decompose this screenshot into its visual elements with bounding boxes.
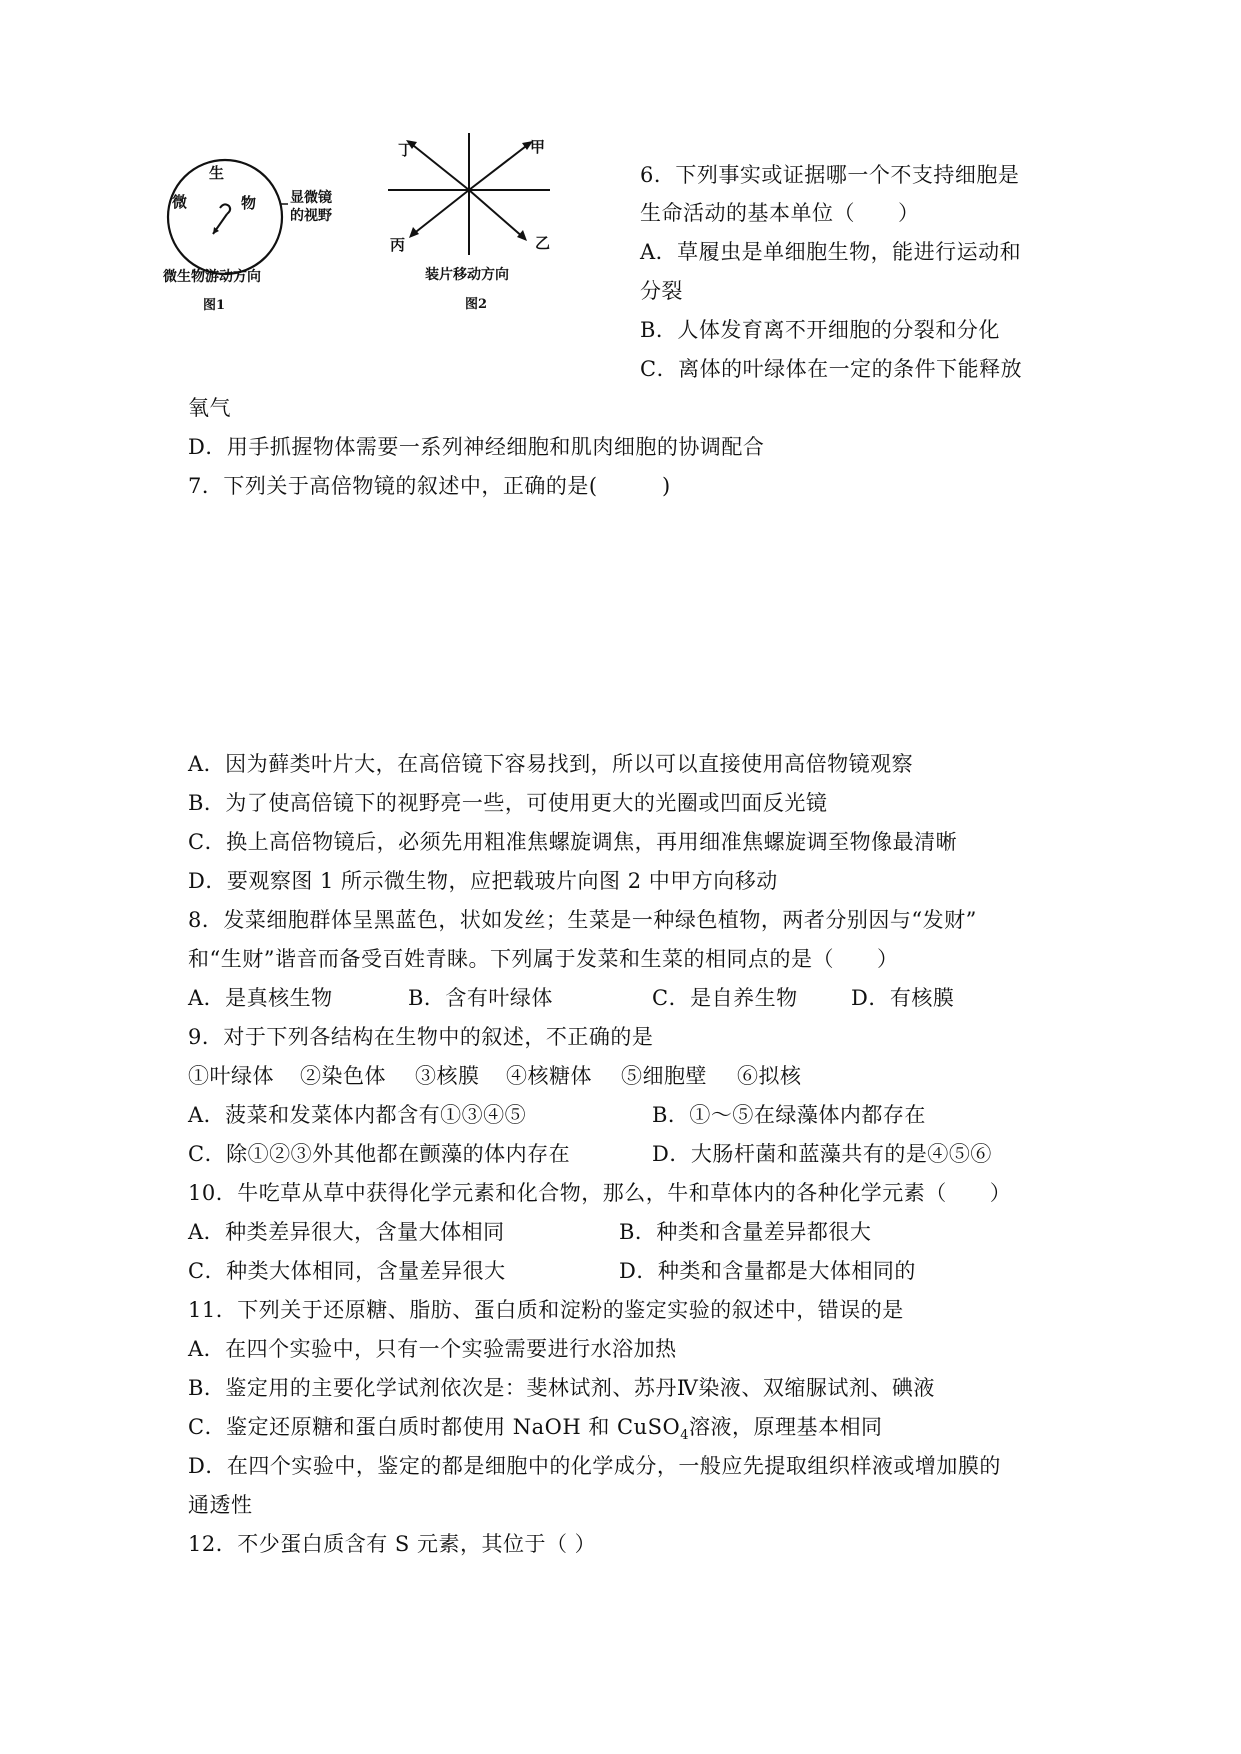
fig2-dir-ding: 丁 xyxy=(398,141,414,159)
fig1-char-wu: 物 xyxy=(241,194,257,212)
q7-option-b: B．为了使高倍镜下的视野亮一些，可使用更大的光圈或凹面反光镜 xyxy=(188,791,828,815)
q9-option-c: C．除①②③外其他都在颤藻的体内存在 xyxy=(188,1142,571,1166)
q7-option-a: A．因为藓类叶片大，在高倍镜下容易找到，所以可以直接使用高倍物镜观察 xyxy=(188,752,914,776)
fig1-side-label-line2: 的视野 xyxy=(290,208,332,224)
q11-option-b: B．鉴定用的主要化学试剂依次是：斐林试剂、苏丹Ⅳ染液、双缩脲试剂、碘液 xyxy=(188,1376,935,1400)
fig2-dir-yi: 乙 xyxy=(535,234,551,252)
q8-option-b: B．含有叶绿体 xyxy=(408,986,553,1010)
q9-stem: 9．对于下列各结构在生物中的叙述，不正确的是 xyxy=(188,1025,654,1049)
q7-option-d: D．要观察图 1 所示微生物，应把载玻片向图 2 中甲方向移动 xyxy=(188,869,778,893)
q9-option-b: B．①～⑤在绿藻体内都存在 xyxy=(652,1103,926,1127)
q6-option-a-line1: A．草履虫是单细胞生物，能进行运动和 xyxy=(640,240,1022,264)
q9-item-1: ①叶绿体 xyxy=(188,1064,274,1088)
q6-option-c-line1: C．离体的叶绿体在一定的条件下能释放 xyxy=(640,357,1023,381)
fig1-caption: 微生物游动方向 xyxy=(163,269,261,285)
q8-option-c: C．是自养生物 xyxy=(652,986,798,1010)
fig2-label: 图2 xyxy=(465,297,488,312)
q9-item-3: ③核膜 xyxy=(415,1064,480,1088)
q9-item-6: ⑥拟核 xyxy=(737,1064,802,1088)
arrow-bing xyxy=(409,227,419,238)
q9-option-a: A．菠菜和发菜体内都含有①③④⑤ xyxy=(188,1103,527,1127)
q9-item-5: ⑤细胞壁 xyxy=(621,1064,707,1088)
q8-option-d: D．有核膜 xyxy=(851,986,955,1010)
q11-stem: 11．下列关于还原糖、脂肪、蛋白质和淀粉的鉴定实验的叙述中，错误的是 xyxy=(188,1298,904,1322)
q7-option-c: C．换上高倍物镜后，必须先用粗准焦螺旋调焦，再用细准焦螺旋调至物像最清晰 xyxy=(188,830,958,854)
fig2-caption: 装片移动方向 xyxy=(425,267,509,283)
q10-option-d: D．种类和含量都是大体相同的 xyxy=(619,1259,916,1283)
fig1-char-sheng: 生 xyxy=(209,164,225,182)
q6-stem-line2: 生命活动的基本单位（ ） xyxy=(640,201,920,225)
q6-stem-line1: 6．下列事实或证据哪一个不支持细胞是 xyxy=(640,163,1020,187)
q8-stem-line2: 和“生财”谐音而备受百姓青睐。下列属于发菜和生菜的相同点的是（ ） xyxy=(188,947,899,971)
q11-option-a: A．在四个实验中，只有一个实验需要进行水浴加热 xyxy=(188,1337,677,1361)
q10-option-c: C．种类大体相同，含量差异很大 xyxy=(188,1259,506,1283)
arrow-yi xyxy=(517,230,527,241)
fig2-dir-jia: 甲 xyxy=(530,138,546,156)
q11-option-c xyxy=(188,1413,883,1444)
q12-stem: 12．不少蛋白质含有 S 元素，其位于（ ） xyxy=(188,1532,597,1556)
q6-option-d: D．用手抓握物体需要一系列神经细胞和肌肉细胞的协调配合 xyxy=(188,435,765,459)
fig1-label: 图1 xyxy=(203,298,226,313)
fig1-side-label-line1: 显微镜 xyxy=(290,190,332,206)
q11-option-d-line2: 通透性 xyxy=(188,1493,253,1517)
q10-option-b: B．种类和含量差异都很大 xyxy=(619,1220,872,1244)
fig2-dir-bing: 丙 xyxy=(390,236,406,254)
fig1-char-wei: 微 xyxy=(172,193,188,211)
q10-stem: 10．牛吃草从草中获得化学元素和化合物，那么，牛和草体内的各种化学元素（ ） xyxy=(188,1181,1012,1205)
q11-option-c-pre: C．鉴定还原糖和蛋白质时都使用 NaOH 和 CuSO xyxy=(188,1415,681,1439)
q8-option-a: A．是真核生物 xyxy=(188,986,333,1010)
q9-item-4: ④核糖体 xyxy=(506,1064,592,1088)
q11-option-c-subscript: 4 xyxy=(680,1428,689,1444)
q9-option-d: D．大肠杆菌和蓝藻共有的是④⑤⑥ xyxy=(652,1142,992,1166)
q10-option-a: A．种类差异很大，含量大体相同 xyxy=(188,1220,505,1244)
q8-stem-line1: 8．发菜细胞群体呈黑蓝色，状如发丝；生菜是一种绿色植物，两者分别因与“发财” xyxy=(188,908,977,932)
q9-item-2: ②染色体 xyxy=(300,1064,386,1088)
q7-stem: 7．下列关于高倍物镜的叙述中，正确的是( ) xyxy=(188,474,671,498)
q6-option-a-line2: 分裂 xyxy=(640,279,683,303)
q11-option-c-post: 溶液，原理基本相同 xyxy=(689,1415,883,1439)
microbe-shape xyxy=(220,204,230,214)
q6-option-b: B．人体发育离不开细胞的分裂和分化 xyxy=(640,318,1000,342)
q11-option-d-line1: D．在四个实验中，鉴定的都是细胞中的化学成分，一般应先提取组织样液或增加膜的 xyxy=(188,1454,1001,1478)
q6-option-c-line2: 氧气 xyxy=(188,396,231,420)
